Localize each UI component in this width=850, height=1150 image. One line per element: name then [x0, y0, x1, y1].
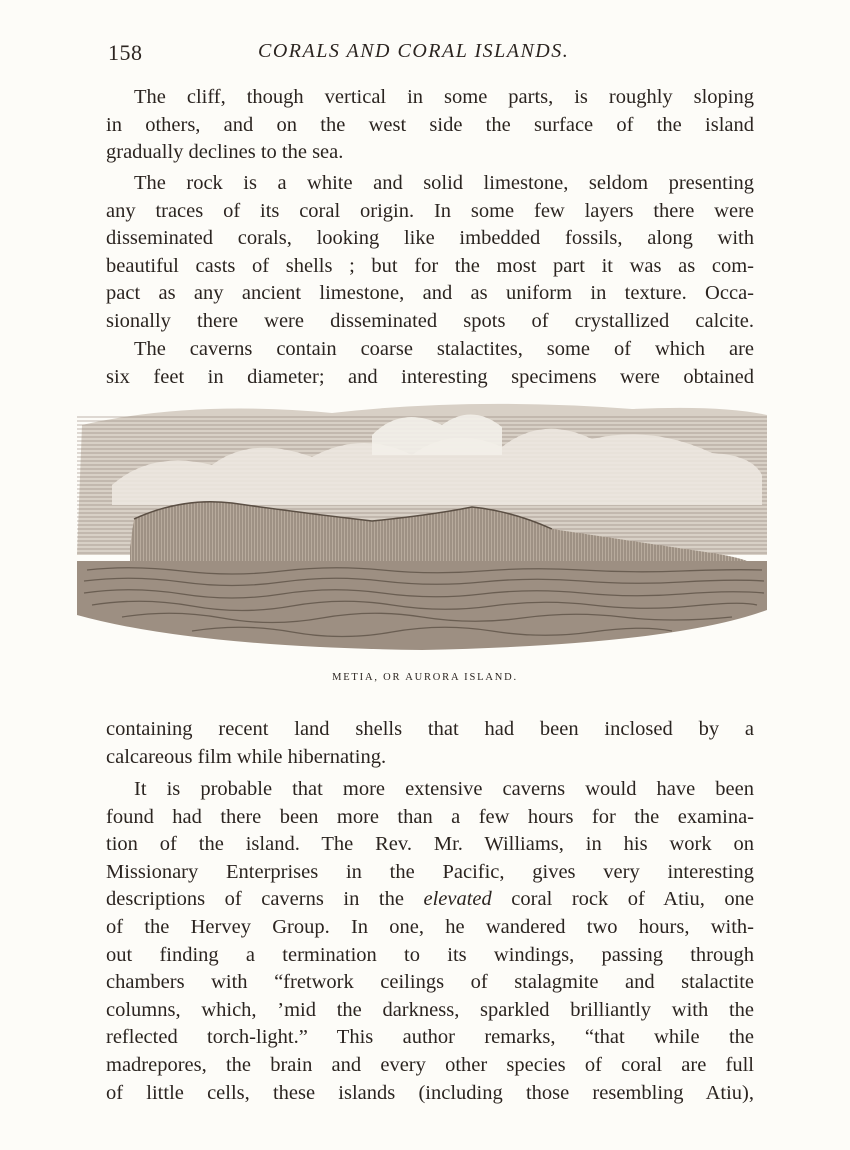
- text-line: madrepores, the brain and every other species of coral are full: [106, 1053, 754, 1076]
- text-line: of little cells, these islands (including those resembling Atiu),: [106, 1081, 754, 1104]
- paragraph-continuation: [106, 716, 754, 771]
- text-line: gradually declines to the sea.: [106, 141, 344, 164]
- text-line: It is probable that more extensive caverns would have been: [134, 778, 754, 800]
- page-header: [108, 40, 758, 70]
- text-line: The caverns contain coarse stalactites, some of which are: [134, 338, 754, 360]
- text-line: any traces of its coral origin. In some few layers there were: [106, 199, 754, 222]
- text-line: The cliff, though vertical in some parts, is roughly sloping: [134, 86, 754, 108]
- text-line: calcareous film while hibernating.: [106, 745, 387, 768]
- text-line: pact as any ancient limestone, and as uniform in texture. Occa-: [106, 282, 754, 305]
- text-line: beautiful casts of shells ; but for the most part it was as com-: [106, 254, 754, 277]
- text-line: in others, and on the west side the surface of the island: [106, 113, 754, 136]
- text-line: tion of the island. The Rev. Mr. Williams, in his work on: [106, 833, 754, 856]
- text-line: found had there been more than a few hours for the examina-: [106, 805, 754, 828]
- text-segment: descriptions of caverns in the: [106, 888, 424, 911]
- text-line-mixed: [106, 886, 754, 914]
- paragraph-rock: [106, 170, 754, 336]
- text-line: containing recent land shells that had been inclosed by a: [106, 718, 754, 740]
- running-head: CORALS AND CORAL ISLANDS.: [258, 40, 570, 62]
- text-line: out finding a termination to its windings, passing through: [106, 943, 754, 966]
- paragraph-caverns: [106, 336, 754, 391]
- text-line: chambers with “fretwork ceilings of stalagmite and stalactite: [106, 971, 754, 994]
- text-segment: coral rock of Atiu, one: [491, 888, 755, 911]
- paragraph-williams: [106, 776, 754, 1107]
- text-line: The rock is a white and solid limestone, seldom presenting: [134, 172, 754, 194]
- island-engraving: [72, 395, 772, 657]
- paragraph-cliff: [106, 84, 754, 167]
- text-line: Missionary Enterprises in the Pacific, gives very interesting: [106, 860, 754, 883]
- emphasis-elevated: elevated: [423, 888, 492, 911]
- text-line: of the Hervey Group. In one, he wandered two hours, with-: [106, 915, 754, 938]
- figure-caption: METIA, OR AURORA ISLAND.: [332, 672, 518, 683]
- page-number: 158: [108, 40, 143, 65]
- island-engraving-illustration: [72, 395, 772, 657]
- text-line: sionally there were disseminated spots of crystallized calcite.: [106, 309, 754, 332]
- text-line: six feet in diameter; and interesting specimens were obtained: [106, 365, 754, 388]
- text-line: reflected torch-light.” This author remarks, “that while the: [106, 1026, 754, 1049]
- text-line: columns, which, ’mid the darkness, sparkled brilliantly with the: [106, 998, 754, 1021]
- text-line: disseminated corals, looking like imbedded fossils, along with: [106, 227, 754, 250]
